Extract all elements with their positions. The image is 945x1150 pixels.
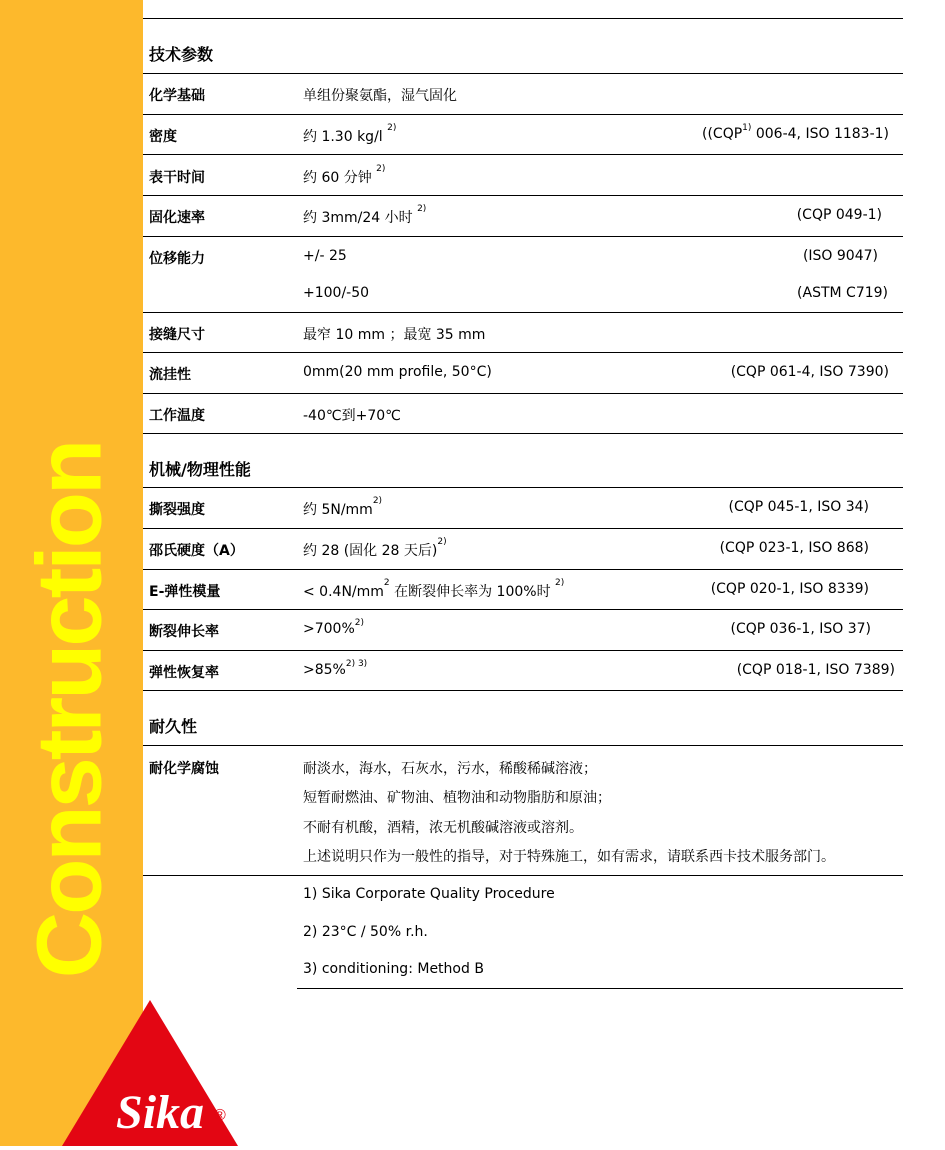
row-reference: (CQP 020-1, ISO 8339): [710, 581, 869, 597]
logo-wordmark: Sika: [116, 1086, 205, 1139]
divider: [143, 312, 903, 313]
divider: [143, 18, 903, 19]
row-reference: (CQP 061-4, ISO 7390): [730, 364, 889, 380]
row-value: 0mm(20 mm profile, 50°C): [303, 364, 492, 380]
divider: [143, 393, 903, 394]
row-value: +/- 25: [303, 248, 347, 264]
row-reference: (CQP 018-1, ISO 7389): [736, 662, 895, 678]
row-label: 邵氏硬度（A）: [149, 543, 244, 559]
row-label: 撕裂强度: [149, 502, 205, 518]
row-label: 流挂性: [149, 367, 191, 383]
datasheet-content: [143, 0, 903, 1146]
row-reference: (CQP 049-1): [796, 207, 882, 223]
chemres-line: 短暂耐燃油、矿物油、植物油和动物脂肪和原油；: [303, 790, 611, 806]
section-technical: 技术参数: [149, 45, 214, 64]
divider: [143, 195, 903, 196]
row-label: 工作温度: [149, 408, 205, 424]
row-label: 化学基础: [149, 88, 205, 104]
row-value: >700%$^{2)}$: [303, 618, 365, 637]
row-label: 表干时间: [149, 170, 205, 186]
row-label: E-弹性模量: [149, 584, 221, 600]
row-value: -40℃到+70℃: [303, 408, 401, 424]
row-reference: (ISO 9047): [802, 248, 878, 264]
row-label: 固化速率: [149, 210, 205, 226]
divider: [143, 528, 903, 529]
section-mechanical: 机械/物理性能: [149, 460, 251, 479]
divider: [143, 650, 903, 651]
footnote: 1) Sika Corporate Quality Procedure: [303, 886, 555, 902]
row-reference: (CQP 023-1, ISO 868): [719, 540, 869, 556]
divider: [143, 745, 903, 746]
row-value: < $0.4N/mm^2$ 在断裂伸长率为 100%时 $^{2)}$: [303, 578, 565, 600]
row-value: 约 28 (固化 28 天后)$^{2)}$: [303, 537, 447, 559]
divider: [143, 433, 903, 434]
row-value: >85%$^{2) 3)}$: [303, 659, 368, 678]
row-value: 约 60 分钟 $^{2)}$: [303, 164, 386, 186]
row-label: 耐化学腐蚀: [149, 761, 219, 777]
row-value: 约 $5N/mm^{2)}$: [303, 496, 383, 518]
divider: [143, 875, 903, 876]
chemres-line: 不耐有机酸，酒精，浓无机酸碱溶液或溶剂。: [303, 820, 583, 836]
divider: [143, 73, 903, 74]
row-value: 最窄 10 mm ；最宽 35 mm: [303, 327, 486, 343]
row-value: +100/-50: [303, 285, 370, 301]
row-reference: (ASTM C719): [797, 285, 888, 301]
row-label: 断裂伸长率: [149, 624, 219, 640]
row-label: 密度: [149, 129, 177, 145]
row-label: 接缝尺寸: [149, 327, 205, 343]
row-value: 约 3mm/24 小时 $^{2)}$: [303, 204, 427, 226]
row-value: 单组份聚氨酯，湿气固化: [303, 88, 457, 104]
divider: [143, 114, 903, 115]
divider: [297, 988, 903, 989]
row-reference: ((CQP$^{1)}$ 006-4, ISO 1183-1): [702, 123, 889, 142]
divider: [143, 569, 903, 570]
footnote: 2) 23°C / 50% r.h.: [303, 924, 428, 940]
row-reference: (CQP 045-1, ISO 34): [728, 499, 869, 515]
divider: [143, 609, 903, 610]
registered-mark: ®: [214, 1107, 226, 1124]
row-reference: (CQP 036-1, ISO 37): [730, 621, 871, 637]
footnote: 3) conditioning: Method B: [303, 961, 484, 977]
sidebar-word: Construction: [18, 441, 121, 979]
divider: [143, 690, 903, 691]
chemres-line: 耐淡水，海水，石灰水，污水，稀酸稀碱溶液；: [303, 761, 597, 777]
row-value: 约 1.30 kg/l $^{2)}$: [303, 123, 397, 145]
divider: [143, 236, 903, 237]
divider: [143, 487, 903, 488]
section-durability: 耐久性: [149, 717, 198, 736]
divider: [143, 352, 903, 353]
row-label: 弹性恢复率: [149, 665, 219, 681]
chemres-line: 上述说明只作为一般性的指导，对于特殊施工，如有需求，请联系西卡技术服务部门。: [303, 849, 835, 865]
row-label: 位移能力: [149, 251, 205, 267]
divider: [143, 154, 903, 155]
